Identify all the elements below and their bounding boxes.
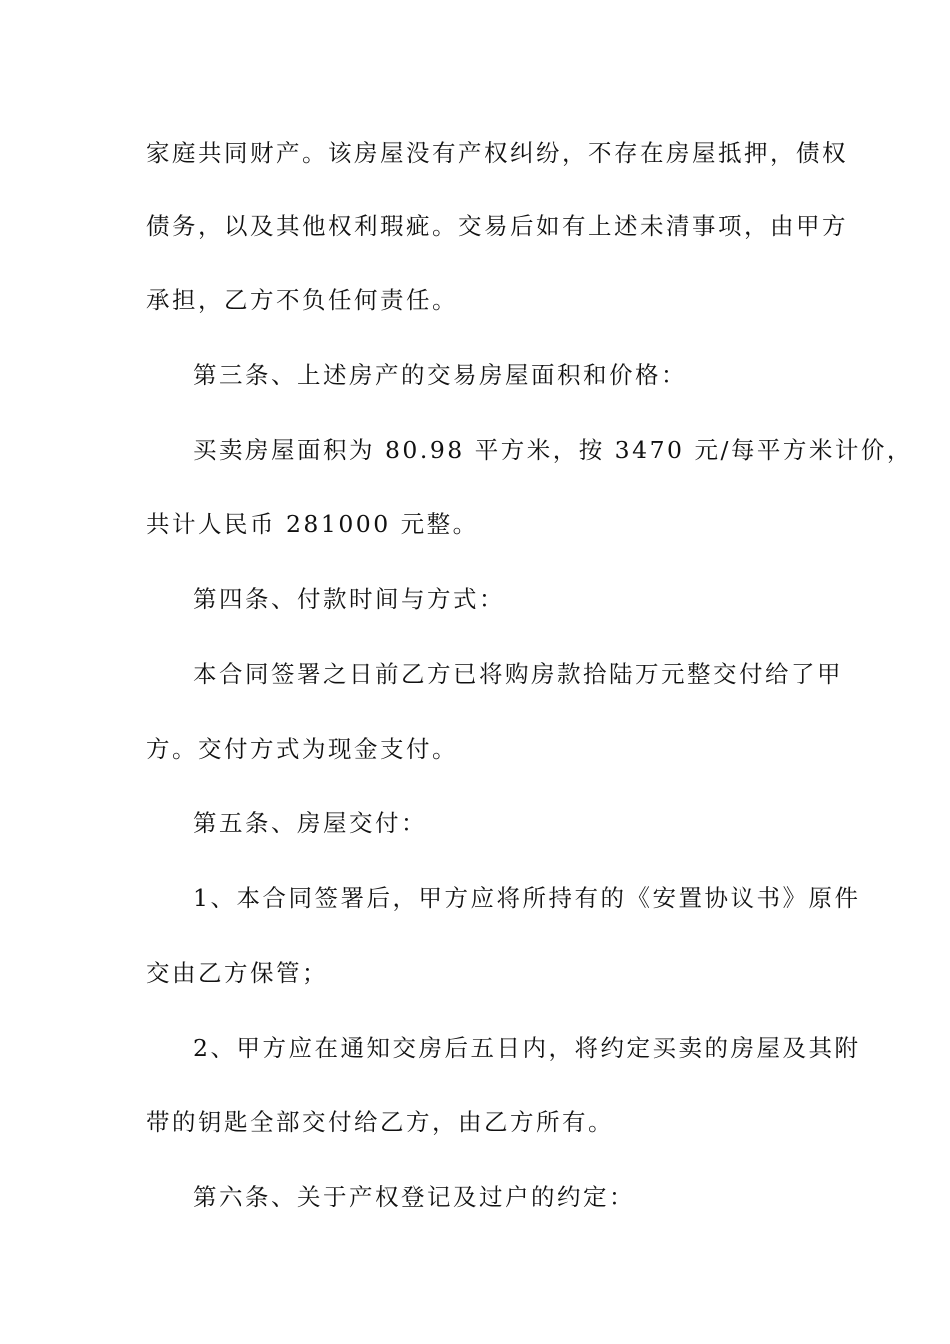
paragraph-line: 共计人民币 281000 元整。 [146,510,479,538]
section-heading-article-5: 第五条、房屋交付： [193,809,427,837]
paragraph-line: 买卖房屋面积为 80.98 平方米，按 3470 元/每平方米计价， [193,436,913,464]
section-heading-article-3: 第三条、上述房产的交易房屋面积和价格： [193,361,687,389]
paragraph-line: 带的钥匙全部交付给乙方，由乙方所有。 [146,1108,614,1136]
paragraph-line: 方。交付方式为现金支付。 [146,735,458,763]
section-heading-article-6: 第六条、关于产权登记及过户的约定： [193,1183,635,1211]
paragraph-line: 本合同签署之日前乙方已将购房款拾陆万元整交付给了甲 [193,660,843,688]
list-item-2: 2、甲方应在通知交房后五日内，将约定买卖的房屋及其附 [193,1034,861,1062]
paragraph-line: 债务，以及其他权利瑕疵。交易后如有上述未清事项，由甲方 [146,212,848,240]
section-heading-article-4: 第四条、付款时间与方式： [193,585,505,613]
paragraph-line: 家庭共同财产。该房屋没有产权纠纷，不存在房屋抵押，债权 [146,139,848,167]
list-item-1: 1、本合同签署后，甲方应将所持有的《安置协议书》原件 [193,884,861,912]
paragraph-line: 承担，乙方不负任何责任。 [146,286,458,314]
paragraph-line: 交由乙方保管； [146,959,328,987]
